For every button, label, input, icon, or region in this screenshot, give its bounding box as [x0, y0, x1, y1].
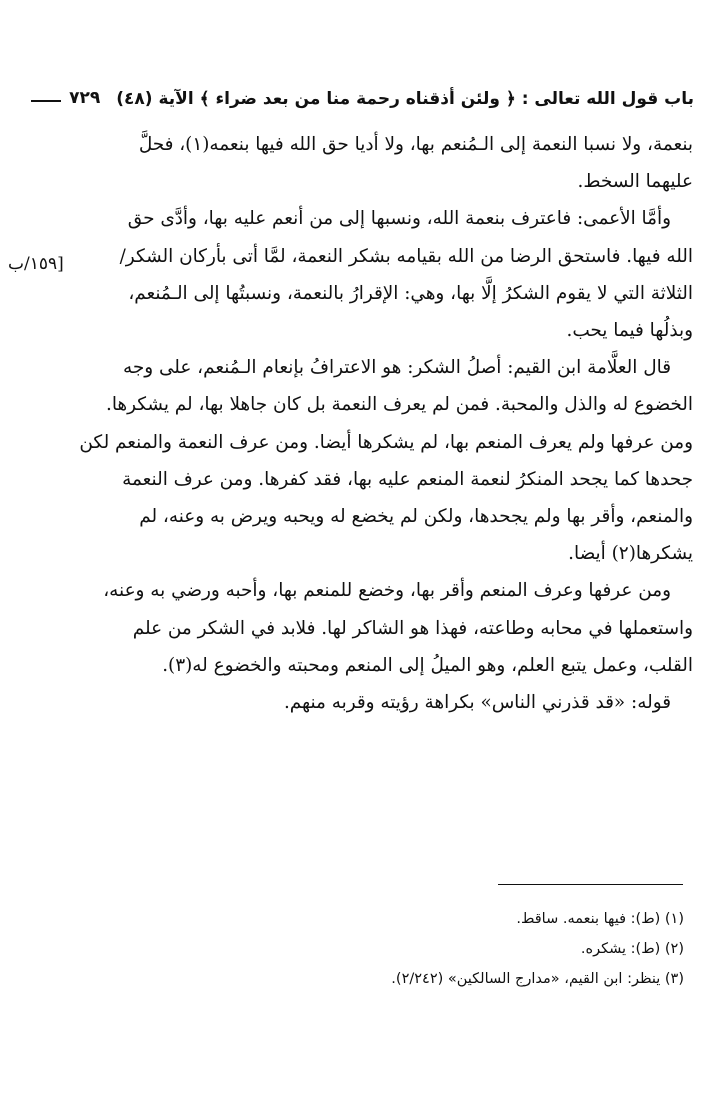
text-line: وأمَّا الأعمى: فاعترف بنعمة الله، ونسبها إلى من أنعم عليه بها، وأدَّى حق [127, 208, 671, 230]
running-header [69, 82, 694, 114]
text-line: جحدها كما يجحد المنكرُ لنعمة المنعم عليه بها، فقد كفرها. ومن عرف النعمة [122, 468, 693, 490]
text-line: بنعمة، ولا نسبا النعمة إلى الـمُنعم بها، ولا أديا حق الله فيها بنعمه(١)، فحلَّ [138, 134, 693, 155]
manuscript-folio-note: [١٥٩/ب [8, 254, 64, 274]
paragraph [60, 200, 693, 349]
main-text [60, 126, 693, 721]
text-line: ومن عرفها وعرف المنعم وأقر بها، وخضع للمنعم بها، وأحبه ورضي به وعنه، [103, 580, 671, 602]
paragraph [60, 684, 693, 721]
header-rule-end [31, 100, 61, 102]
text-line: ومن عرفها ولم يعرف المنعم بها، لم يشكرها أيضا. ومن عرف النعمة والمنعم لكن [79, 431, 693, 453]
text-line: قال العلَّامة ابن القيم: أصلُ الشكر: هو الاعترافُ بإنعام الـمُنعم، على وجه [122, 357, 671, 379]
footnote-separator [498, 884, 683, 885]
paragraph [60, 349, 693, 572]
text-line: واستعملها في محابه وطاعته، فهذا هو الشاكر لها. فلابد في الشكر من علم [132, 617, 693, 639]
text-line: الله فيها. فاستحق الرضا من الله بقيامه بشكر النعمة، لمَّا أتى بأركان الشكر/ [119, 245, 693, 267]
footnote: (٣) ينظر: ابن القيم، «مدارج السالكين» (٢/٢٤٢). [391, 971, 684, 987]
text-line: الخضوع له والذل والمحبة. فمن لم يعرف النعمة بل كان جاهلا بها، لم يشكرها. [105, 394, 693, 416]
text-line: القلب، وعمل يتبع العلم، وهو الميلُ إلى المنعم ومحبته والخضوع له(٣). [162, 654, 693, 676]
footnotes [44, 904, 684, 994]
chapter-title: باب قول الله تعالى : ﴿ ولئن أذقناه رحمة منا من بعد ضراء ﴾ الآية (٤٨) [116, 88, 694, 109]
page-number: ٧٢٩ [69, 88, 101, 108]
paragraph [60, 572, 693, 684]
paragraph [60, 126, 693, 200]
text-line: عليهما السخط. [577, 171, 693, 193]
text-line: وبذلُها فيما يحب. [566, 320, 693, 342]
text-line: يشكرها(٢) أيضا. [568, 543, 693, 565]
footnote: (٢) (ط): يشكره. [580, 941, 684, 957]
footnote: (١) (ط): فيها بنعمه. ساقط. [516, 911, 684, 927]
text-line: والمنعم، وأقر بها ولم يجحدها، ولكن لم يخضع له ويحبه ويرض به وعنه، لم [139, 506, 693, 528]
text-line: الثلاثة التي لا يقوم الشكرُ إلَّا بها، وهي: الإقرارُ بالنعمة، ونسبتُها إلى الـمُنعم، [128, 282, 693, 304]
text-line: قوله: «قد قذرني الناس» بكراهة رؤيته وقربه منهم. [283, 692, 671, 714]
